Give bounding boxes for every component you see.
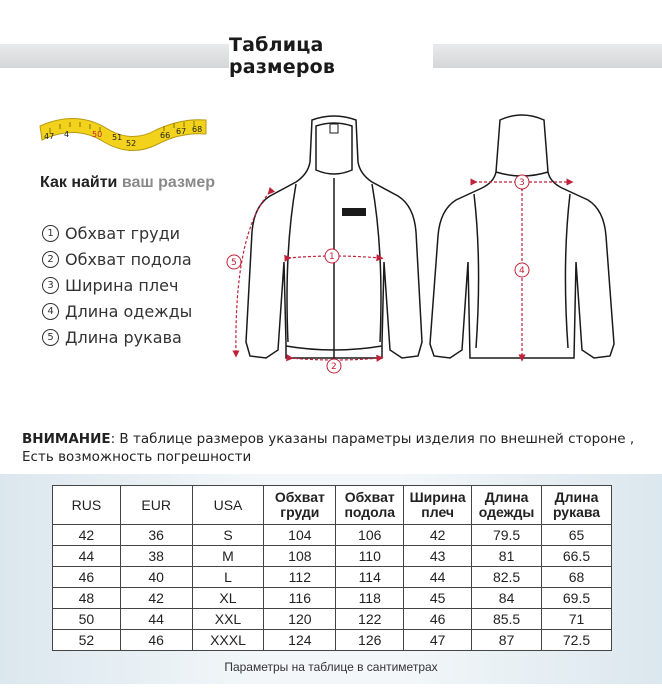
table-cell: 81 xyxy=(472,546,542,567)
column-header: Длина одежды xyxy=(472,486,542,525)
table-cell: 50 xyxy=(53,609,121,630)
how-to-find-heading xyxy=(40,174,215,192)
how-heading-gray: ваш размер xyxy=(121,174,216,191)
table-cell: 38 xyxy=(120,546,192,567)
tape-mark: 52 xyxy=(126,139,137,148)
table-cell: 120 xyxy=(264,609,336,630)
table-cell: 46 xyxy=(120,630,192,651)
attention-notice xyxy=(22,430,652,466)
table-cell: XL xyxy=(192,588,264,609)
table-cell: 124 xyxy=(264,630,336,651)
legend-number: 5 xyxy=(42,329,59,346)
table-cell: 104 xyxy=(264,525,336,546)
jacket-front-outline xyxy=(246,116,422,358)
table-cell: 85.5 xyxy=(472,609,542,630)
table-cell: 114 xyxy=(336,567,404,588)
table-row xyxy=(53,525,612,546)
table-row xyxy=(53,567,612,588)
table-row xyxy=(53,630,612,651)
table-cell: S xyxy=(192,525,264,546)
table-cell: XXXL xyxy=(192,630,264,651)
table-cell: 84 xyxy=(472,588,542,609)
diagram-mark: 2 xyxy=(331,362,337,372)
table-cell: 79.5 xyxy=(472,525,542,546)
table-cell: 48 xyxy=(53,588,121,609)
tape-mark: 66 xyxy=(160,131,171,140)
table-cell: 71 xyxy=(542,609,612,630)
table-cell: 46 xyxy=(53,567,121,588)
legend-item xyxy=(42,324,192,350)
size-table xyxy=(52,485,612,651)
table-cell: 68 xyxy=(542,567,612,588)
legend-number: 4 xyxy=(42,303,59,320)
legend-number: 1 xyxy=(42,225,59,242)
table-cell: 40 xyxy=(120,567,192,588)
table-cell: 42 xyxy=(404,525,472,546)
table-footnote: Параметры на таблице в сантиметрах xyxy=(224,660,438,674)
legend-label: Длина рукава xyxy=(65,327,182,347)
legend-item xyxy=(42,246,192,272)
tape-mark: 47 xyxy=(44,132,55,141)
brand-label xyxy=(342,208,366,216)
table-cell: 44 xyxy=(53,546,121,567)
column-header: EUR xyxy=(120,486,192,525)
legend-item xyxy=(42,220,192,246)
table-cell: 122 xyxy=(336,609,404,630)
table-cell: 116 xyxy=(264,588,336,609)
table-cell: 52 xyxy=(53,630,121,651)
table-cell: 65 xyxy=(542,525,612,546)
diagram-mark: 1 xyxy=(329,252,335,262)
table-cell: 42 xyxy=(120,588,192,609)
measuring-tape-image xyxy=(36,104,211,156)
legend-number: 3 xyxy=(42,277,59,294)
column-header: Обхват подола xyxy=(336,486,404,525)
table-cell: 87 xyxy=(472,630,542,651)
legend-item xyxy=(42,272,192,298)
table-cell: 110 xyxy=(336,546,404,567)
column-header: USA xyxy=(192,486,264,525)
notice-bold: ВНИМАНИЕ xyxy=(22,431,111,447)
column-header: Обхват груди xyxy=(264,486,336,525)
table-cell: 106 xyxy=(336,525,404,546)
table-cell: 42 xyxy=(53,525,121,546)
table-cell: 82.5 xyxy=(472,567,542,588)
table-cell: L xyxy=(192,567,264,588)
table-cell: 72.5 xyxy=(542,630,612,651)
table-cell: 36 xyxy=(120,525,192,546)
table-cell: 46 xyxy=(404,609,472,630)
table-cell: 44 xyxy=(120,609,192,630)
tape-mark: 50 xyxy=(92,130,103,139)
legend-label: Обхват подола xyxy=(65,249,192,269)
column-header: Ширина плеч xyxy=(404,486,472,525)
tape-mark: 51 xyxy=(112,133,123,142)
column-header: RUS xyxy=(53,486,121,525)
jacket-back-outline xyxy=(430,115,614,358)
table-row xyxy=(53,546,612,567)
diagram-mark: 3 xyxy=(519,178,525,188)
table-body xyxy=(53,525,612,651)
notice-line2: Есть возможность погрешности xyxy=(22,449,252,465)
tape-mark: 4 xyxy=(64,130,70,139)
tape-mark: 68 xyxy=(192,125,203,134)
how-heading-bold: Как найти xyxy=(40,174,118,191)
legend-number: 2 xyxy=(42,251,59,268)
legend-item xyxy=(42,298,192,324)
table-row xyxy=(53,588,612,609)
table-cell: 69.5 xyxy=(542,588,612,609)
table-cell: 43 xyxy=(404,546,472,567)
legend-label: Обхват груди xyxy=(65,223,181,243)
notice-text: : В таблице размеров указаны параметры изделия по внешней стороне , xyxy=(110,431,635,447)
page-title: Таблица размеров xyxy=(229,38,433,74)
table-cell: 44 xyxy=(404,567,472,588)
legend-label: Длина одежды xyxy=(65,301,193,321)
measurement-legend xyxy=(42,220,192,350)
table-cell: XXL xyxy=(192,609,264,630)
table-cell: 126 xyxy=(336,630,404,651)
diagram-mark: 4 xyxy=(519,266,525,276)
table-cell: 108 xyxy=(264,546,336,567)
table-cell: M xyxy=(192,546,264,567)
table-cell: 47 xyxy=(404,630,472,651)
diagram-mark: 5 xyxy=(231,258,237,268)
legend-label: Ширина плеч xyxy=(65,275,179,295)
jacket-diagram xyxy=(212,112,632,387)
table-row xyxy=(53,609,612,630)
table-header-row xyxy=(53,486,612,525)
table-cell: 112 xyxy=(264,567,336,588)
table-cell: 118 xyxy=(336,588,404,609)
tape-mark: 67 xyxy=(176,127,187,136)
table-cell: 45 xyxy=(404,588,472,609)
column-header: Длина рукава xyxy=(542,486,612,525)
table-cell: 66.5 xyxy=(542,546,612,567)
hood-logo xyxy=(330,124,338,133)
